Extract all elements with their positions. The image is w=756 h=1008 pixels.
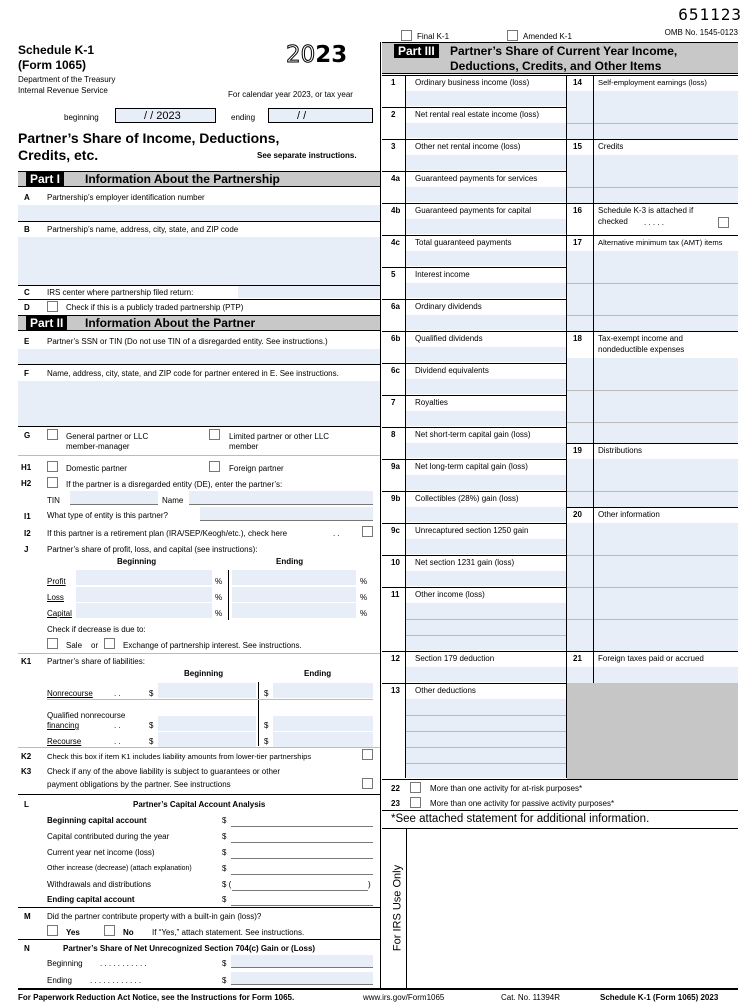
p3-right-line-label: Self-employment earnings (loss) — [598, 78, 707, 87]
form-title-line2: Credits, etc. — [18, 147, 99, 163]
line-22-checkbox[interactable] — [410, 782, 421, 793]
form-number: (Form 1065) — [18, 58, 87, 72]
p3-line-label: Other net rental income (loss) — [415, 142, 521, 151]
p3-right-line-label: Foreign taxes paid or accrued — [598, 654, 704, 663]
nonrecourse-beginning-field[interactable] — [158, 683, 256, 698]
p3-right-line-label: Other information — [598, 510, 660, 519]
p3-right-field[interactable] — [594, 358, 738, 443]
recourse-dots: . . — [114, 737, 121, 746]
capital-row-label: Current year net income (loss) — [47, 848, 155, 857]
capital-row-field[interactable] — [231, 830, 373, 843]
line-j-code: J — [24, 545, 29, 554]
p3-line-amount-field[interactable] — [406, 91, 566, 106]
profit-beginning-field[interactable] — [76, 570, 212, 585]
barcode-number: 651123 — [678, 5, 742, 24]
profit-ending-pct: % — [360, 577, 368, 586]
k1-beginning-header: Beginning — [184, 669, 224, 678]
p3-right-line-num: 14 — [573, 78, 582, 87]
p3-right-code-field[interactable] — [567, 667, 593, 683]
nonrecourse-ending-field[interactable] — [273, 683, 373, 698]
p3-line-label: Ordinary dividends — [415, 302, 482, 311]
line-b-code: B — [24, 225, 30, 234]
exchange-checkbox[interactable] — [104, 638, 115, 649]
p3-line-label: Total guaranteed payments — [415, 238, 512, 247]
n-title: Partner’s Share of Net Unrecognized Section 704(c) Gain or (Loss) — [63, 944, 316, 953]
p3-line-label: Qualified dividends — [415, 334, 483, 343]
line-h1-code: H1 — [21, 463, 32, 472]
ending-label: ending — [231, 113, 256, 122]
p3-line-num: 9a — [391, 462, 400, 471]
recourse-ending-field[interactable] — [273, 732, 373, 747]
de-tin-field[interactable] — [70, 491, 158, 505]
or-label: or — [91, 641, 99, 650]
line-k3-label2: payment obligations by the partner. See instructions — [47, 780, 231, 789]
loss-beginning-field[interactable] — [76, 587, 212, 602]
line-23-label: More than one activity for passive activity purposes* — [430, 799, 615, 808]
capital-row-dollar: $ ( — [222, 880, 232, 889]
shaded-unused-area — [567, 683, 738, 779]
p3-line-label: Net section 1231 gain (loss) — [415, 558, 515, 567]
p3-line-amount-field[interactable] — [406, 507, 566, 522]
irs-use-only-label: For IRS Use Only — [391, 864, 404, 952]
p3-line-amount-field[interactable] — [406, 219, 566, 234]
p3-right-line-label: Distributions — [598, 446, 643, 455]
tin-label: TIN — [47, 496, 60, 505]
footer-form-name: Schedule K-1 (Form 1065) 2023 — [600, 993, 719, 1002]
n-beginning-field[interactable] — [231, 955, 373, 968]
p3-line-amount-field[interactable] — [406, 315, 566, 330]
irs-label: Internal Revenue Service — [18, 86, 108, 95]
p3-right-code-field[interactable] — [567, 155, 593, 203]
calendar-year-label: For calendar year 2023, or tax year — [228, 90, 353, 99]
m-yes-label: Yes — [66, 928, 80, 937]
part3-title-line2: Deductions, Credits, and Other Items — [450, 59, 662, 73]
sale-label: Sale — [66, 641, 83, 650]
line-i1-label: What type of entity is this partner? — [47, 511, 168, 520]
p3-line-label: Royalties — [415, 398, 448, 407]
line-k2-label: Check this box if item K1 includes liability amounts from lower-tier partnerships — [47, 752, 312, 761]
p3-line-label: Other income (loss) — [415, 590, 485, 599]
line-22-label: More than one activity for at-risk purposes* — [430, 784, 583, 793]
footer-paperwork-notice: For Paperwork Reduction Act Notice, see the Instructions for Form 1065. — [18, 993, 295, 1002]
line-d-label: Check if this is a publicly traded partnership (PTP) — [66, 303, 244, 312]
n-ending-field[interactable] — [231, 972, 373, 985]
p3-line-num: 9b — [391, 494, 401, 503]
capital-row-field[interactable] — [231, 846, 373, 859]
capital-row-label: Capital contributed during the year — [47, 832, 170, 841]
loss-ending-pct: % — [360, 593, 368, 602]
line-k1-code: K1 — [21, 657, 32, 666]
p3-right-line-num: 18 — [573, 334, 582, 343]
capital-ending-pct: % — [360, 609, 368, 618]
p3-line-amount-field[interactable] — [406, 155, 566, 170]
k3-dots: . . . . . — [644, 218, 665, 227]
schedule-title: Schedule K-1 — [18, 43, 95, 57]
limited-partner-label: Limited partner or other LLC — [229, 432, 330, 441]
beginning-date-value: / / 2023 — [144, 110, 181, 122]
limited-partner-label2: member — [229, 442, 259, 451]
line-k3-code: K3 — [21, 767, 32, 776]
general-partner-label: General partner or LLC — [66, 432, 149, 441]
p3-right-code-field[interactable] — [567, 91, 593, 139]
capital-row-field[interactable] — [231, 814, 373, 827]
p3-line-label: Net long-term capital gain (loss) — [415, 462, 528, 471]
partner-name-address-field[interactable] — [18, 381, 380, 426]
irs-center-field[interactable] — [238, 286, 380, 298]
p3-line-num: 6a — [391, 302, 400, 311]
p3-line-label: Guaranteed payments for services — [415, 174, 538, 183]
p3-line-num: 2 — [391, 110, 396, 119]
p3-line-num: 6b — [391, 334, 401, 343]
capital-row-dollar: $ — [222, 816, 227, 825]
name-label: Name — [162, 496, 184, 505]
part1-tag: Part I — [26, 172, 64, 186]
p3-line-num: 4a — [391, 174, 400, 183]
p3-line-num: 4b — [391, 206, 401, 215]
part1-title: Information About the Partnership — [85, 172, 280, 186]
p3-line-amount-field[interactable] — [406, 123, 566, 138]
line-k1-label: Partner’s share of liabilities: — [47, 657, 145, 666]
line-i1-code: I1 — [24, 512, 31, 521]
p3-line-num: 13 — [391, 686, 400, 695]
capital-row-label: Withdrawals and distributions — [47, 880, 152, 889]
p3-line-num: 6c — [391, 366, 400, 375]
part2-title: Information About the Partner — [85, 316, 256, 330]
capital-row-label: Beginning capital account — [47, 816, 147, 825]
p3-line-label: Guaranteed payments for capital — [415, 206, 532, 215]
capital-row-field[interactable] — [232, 878, 368, 891]
p3-line-label: Collectibles (28%) gain (loss) — [415, 494, 519, 503]
domestic-partner-label: Domestic partner — [66, 464, 127, 473]
beginning-date-field[interactable] — [115, 108, 216, 123]
line-c-code: C — [24, 288, 30, 297]
final-k1-checkbox[interactable] — [401, 30, 412, 41]
recourse-beginning-field[interactable] — [158, 732, 256, 747]
ptp-checkbox[interactable] — [47, 301, 58, 312]
loss-label: Loss — [47, 593, 64, 602]
recourse-ending-dollar: $ — [264, 737, 269, 746]
capital-account-title: Partner’s Capital Account Analysis — [133, 800, 266, 809]
p3-line-amount-field[interactable] — [406, 411, 566, 426]
line-e-code: E — [24, 337, 30, 346]
line-23-num: 23 — [391, 799, 400, 808]
line-d-code: D — [24, 303, 30, 312]
p3-right-line-label: Schedule K-3 is attached if — [598, 206, 694, 215]
profit-label: Profit — [47, 577, 66, 586]
line-n-code: N — [24, 944, 30, 953]
disregarded-entity-checkbox[interactable] — [47, 477, 58, 488]
p3-line-label: Net rental real estate income (loss) — [415, 110, 540, 119]
sale-checkbox[interactable] — [47, 638, 58, 649]
p3-right-line-num: 16 — [573, 206, 582, 215]
qualified-ending-dollar: $ — [264, 721, 269, 730]
p3-right-code-field[interactable] — [567, 251, 593, 331]
form-title-line1: Partner’s Share of Income, Deductions, — [18, 130, 280, 146]
line-i2-label: If this partner is a retirement plan (IRA/SEP/Keogh/etc.), check here — [47, 529, 288, 538]
lower-tier-checkbox[interactable] — [362, 749, 373, 760]
p3-right-line-num: 20 — [573, 510, 582, 519]
line-m-code: M — [24, 912, 31, 921]
capital-row-dollar: $ — [222, 895, 227, 904]
limited-partner-checkbox[interactable] — [209, 429, 220, 440]
amended-k1-checkbox[interactable] — [507, 30, 518, 41]
line-e-label: Partner’s SSN or TIN (Do not use TIN of a disregarded entity. See instructions.) — [47, 337, 328, 346]
guarantees-checkbox[interactable] — [362, 778, 373, 789]
beginning-label: beginning — [64, 113, 99, 122]
capital-row-dollar: $ — [222, 848, 227, 857]
tax-year — [286, 44, 347, 67]
footer-cat-number: Cat. No. 11394R — [501, 993, 560, 1002]
column-divider — [380, 42, 381, 988]
line-23-checkbox[interactable] — [410, 797, 421, 808]
partnership-name-address-field[interactable] — [18, 237, 380, 285]
qualified-nonrecourse-label: Qualified nonrecourse — [47, 711, 126, 720]
schedule-k3-checkbox[interactable] — [718, 217, 729, 228]
line-22-num: 22 — [391, 784, 400, 793]
see-instructions: See separate instructions. — [257, 151, 357, 160]
final-k1-label: Final K-1 — [417, 32, 450, 41]
p3-right-line-num: 15 — [573, 142, 582, 151]
general-partner-checkbox[interactable] — [47, 429, 58, 440]
p3-right-line-label2: nondeductible expenses — [598, 345, 685, 354]
capital-row-label: Other increase (decrease) (attach explanation) — [47, 865, 192, 872]
line-i2-code: I2 — [24, 529, 31, 538]
de-name-field[interactable] — [189, 491, 373, 505]
loss-ending-field[interactable] — [232, 587, 356, 602]
nonrecourse-ending-dollar: $ — [264, 689, 269, 698]
p3-line-amount-field[interactable] — [406, 603, 566, 650]
p3-right-line-num: 21 — [573, 654, 582, 663]
p3-line-amount-field[interactable] — [406, 347, 566, 362]
exchange-label: Exchange of partnership interest. See instructions. — [123, 641, 302, 650]
footer-url: www.irs.gov/Form1065 — [363, 993, 445, 1002]
n-beginning-label: Beginning — [47, 959, 83, 968]
p3-line-num: 8 — [391, 430, 396, 439]
p3-line-num: 5 — [391, 270, 396, 279]
line-a-label: Partnership’s employer identification number — [47, 193, 205, 202]
p3-right-field[interactable] — [594, 667, 738, 683]
qualified-nonrecourse-label2: financing — [47, 721, 80, 730]
j-ending-header: Ending — [276, 557, 304, 566]
capital-beginning-pct: % — [215, 609, 223, 618]
n-beginning-dollar: $ — [222, 959, 227, 968]
nonrecourse-beginning-dollar: $ — [149, 689, 154, 698]
p3-right-code-field[interactable] — [567, 358, 593, 443]
p3-line-num: 12 — [391, 654, 400, 663]
line-f-label: Name, address, city, state, and ZIP code for partner entered in E. See instructions. — [47, 369, 339, 378]
entity-type-field[interactable] — [200, 507, 373, 521]
capital-row-dollar: $ — [222, 832, 227, 841]
p3-line-label: Dividend equivalents — [415, 366, 489, 375]
p3-right-line-num: 19 — [573, 446, 582, 455]
tax-year-outline: 20 — [286, 42, 316, 68]
p3-line-num: 11 — [391, 590, 400, 599]
capital-row-label: Ending capital account — [47, 895, 135, 904]
p3-line-label: Unrecaptured section 1250 gain — [415, 526, 529, 535]
line-m-label: Did the partner contribute property with a built-in gain (loss)? — [47, 912, 262, 921]
p3-line-num: 4c — [391, 238, 400, 247]
p3-line-num: 1 — [391, 78, 396, 87]
p3-right-field[interactable] — [594, 459, 738, 507]
tax-year-bold: 23 — [315, 42, 348, 68]
capital-ending-field[interactable] — [232, 603, 356, 618]
p3-line-label: Interest income — [415, 270, 470, 279]
qualified-beginning-field[interactable] — [158, 716, 256, 731]
domestic-partner-checkbox[interactable] — [47, 461, 58, 472]
line-c-label: IRS center where partnership filed return: — [47, 288, 194, 297]
p3-right-line-label: Alternative minimum tax (AMT) items — [598, 238, 723, 247]
p3-line-amount-field[interactable] — [406, 475, 566, 490]
p3-line-label: Section 179 deduction — [415, 654, 495, 663]
p3-line-num: 7 — [391, 398, 396, 407]
p3-right-line-label: Credits — [598, 142, 624, 151]
p3-right-line-label2: checked — [598, 217, 628, 226]
capital-beginning-field[interactable] — [76, 603, 212, 618]
foreign-partner-checkbox[interactable] — [209, 461, 220, 472]
foreign-partner-label: Foreign partner — [229, 464, 284, 473]
n-ending-dollar: $ — [222, 976, 227, 985]
partner-ssn-field[interactable] — [18, 349, 380, 364]
n-beginning-dots: . . . . . . . . . . . — [100, 959, 147, 968]
p3-line-amount-field[interactable] — [406, 379, 566, 394]
capital-row-close-paren: ) — [368, 880, 371, 889]
p3-line-amount-field[interactable] — [406, 667, 566, 682]
p3-line-label: Net short-term capital gain (loss) — [415, 430, 531, 439]
p3-line-amount-field[interactable] — [406, 443, 566, 458]
p3-line-num: 9c — [391, 526, 400, 535]
p3-line-amount-field[interactable] — [406, 187, 566, 202]
line-f-code: F — [24, 369, 29, 378]
capital-label: Capital — [47, 609, 72, 618]
profit-ending-field[interactable] — [232, 570, 356, 585]
j-beginning-header: Beginning — [117, 557, 157, 566]
m-no-checkbox[interactable] — [104, 925, 115, 936]
department: Department of the Treasury — [18, 75, 116, 84]
line-i2-dots: . . — [333, 529, 340, 538]
nonrecourse-dots: . . — [114, 689, 121, 698]
see-attached-note: *See attached statement for additional information. — [391, 813, 650, 825]
line-l-code: L — [24, 800, 29, 809]
line-h2-code: H2 — [21, 479, 32, 488]
line-j-label: Partner’s share of profit, loss, and capital (see instructions): — [47, 545, 258, 554]
recourse-label: Recourse — [47, 737, 82, 746]
line-h2-label: If the partner is a disregarded entity (DE), enter the partner’s: — [66, 480, 283, 489]
p3-line-amount-field[interactable] — [406, 571, 566, 586]
omb-number: OMB No. 1545-0123 — [664, 28, 738, 37]
p3-line-amount-field[interactable] — [406, 251, 566, 266]
general-partner-label2: member-manager — [66, 442, 130, 451]
p3-line-amount-field[interactable] — [406, 699, 566, 778]
n-ending-label: Ending — [47, 976, 72, 985]
part3-tag: Part III — [394, 44, 439, 58]
line-a-code: A — [24, 193, 30, 202]
p3-right-field[interactable] — [594, 91, 738, 139]
recourse-beginning-dollar: $ — [149, 737, 154, 746]
profit-beginning-pct: % — [215, 577, 223, 586]
ending-date-field[interactable] — [268, 108, 373, 123]
k1-ending-header: Ending — [304, 669, 332, 678]
part2-tag: Part II — [26, 316, 67, 330]
capital-row-field[interactable] — [231, 862, 373, 875]
capital-row-field[interactable] — [231, 893, 373, 906]
qualified-beginning-dollar: $ — [149, 721, 154, 730]
nonrecourse-label: Nonrecourse — [47, 689, 93, 698]
qualified-dots: . . — [114, 721, 121, 730]
part3-title-line1: Partner’s Share of Current Year Income, — [450, 44, 678, 58]
line-k2-code: K2 — [21, 752, 32, 761]
loss-beginning-pct: % — [215, 593, 223, 602]
line-k3-label: Check if any of the above liability is subject to guarantees or other — [47, 767, 281, 776]
amended-k1-label: Amended K-1 — [523, 32, 572, 41]
m-note: If “Yes,” attach statement. See instructions. — [152, 928, 305, 937]
line-b-label: Partnership’s name, address, city, state, and ZIP code — [47, 225, 239, 234]
p3-line-amount-field[interactable] — [406, 283, 566, 298]
partnership-ein-field[interactable] — [18, 205, 380, 221]
ending-date-value: / / — [297, 110, 307, 122]
p3-line-num: 10 — [391, 558, 400, 567]
p3-line-amount-field[interactable] — [406, 539, 566, 554]
n-ending-dots: . . . . . . . . . . . . — [90, 976, 142, 985]
p3-right-field[interactable] — [594, 251, 738, 331]
p3-right-line-num: 17 — [573, 238, 582, 247]
retirement-plan-checkbox[interactable] — [362, 526, 373, 537]
m-no-label: No — [123, 928, 134, 937]
p3-line-label: Ordinary business income (loss) — [415, 78, 530, 87]
p3-right-line-label: Tax-exempt income and — [598, 334, 683, 343]
p3-line-num: 3 — [391, 142, 396, 151]
line-g-code: G — [24, 431, 31, 440]
qualified-ending-field[interactable] — [273, 716, 373, 731]
decrease-label: Check if decrease is due to: — [47, 625, 146, 634]
capital-row-dollar: $ — [222, 864, 227, 873]
m-yes-checkbox[interactable] — [47, 925, 58, 936]
p3-right-field[interactable] — [594, 155, 738, 203]
p3-line-label: Other deductions — [415, 686, 476, 695]
p3-right-code-field[interactable] — [567, 459, 593, 507]
